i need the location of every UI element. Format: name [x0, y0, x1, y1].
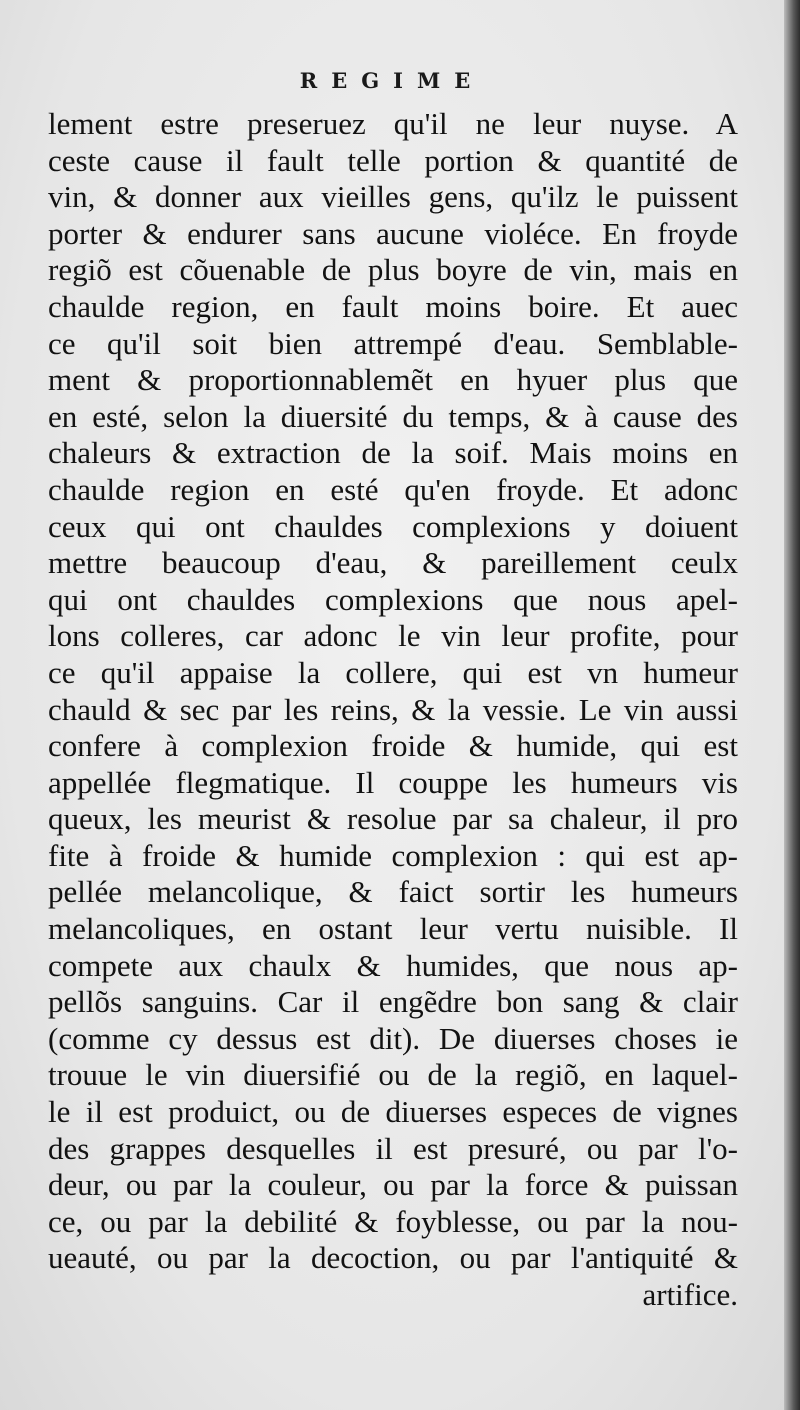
text-line: trouue le vin diuersifié ou de la regiõ, en laquel-	[48, 1057, 738, 1093]
text-line: ce qu'il appaise la collere, qui est vn humeur	[48, 654, 738, 690]
text-line: pellõs sanguins. Car il engẽdre bon sang & clair	[48, 984, 738, 1020]
text-line: chauld & sec par les reins, & la vessie. Le vin aussi	[48, 691, 738, 727]
text-line: des grappes desquelles il est presuré, ou par l'o-	[48, 1130, 738, 1166]
text-line: ce, ou par la debilité & foyblesse, ou par la nou-	[48, 1203, 738, 1239]
text-line: en esté, selon la diuersité du temps, & à cause des	[48, 398, 738, 434]
text-line: appellée flegmatique. Il couppe les humeurs vis	[48, 764, 738, 800]
text-line: regiõ est cõuenable de plus boyre de vin, mais en	[48, 252, 738, 288]
text-line: compete aux chaulx & humides, que nous ap-	[48, 947, 738, 983]
text-line: chaulde region en esté qu'en froyde. Et adonc	[48, 471, 738, 507]
running-header: REGIME	[299, 68, 485, 93]
text-line: qui ont chauldes complexions que nous apel-	[48, 581, 738, 617]
text-line: deur, ou par la couleur, ou par la force & puissan	[48, 1167, 738, 1203]
text-line: pellée melancolique, & faict sortir les humeurs	[48, 874, 738, 910]
text-line: ueauté, ou par la decoction, ou par l'antiquité &	[48, 1240, 738, 1276]
text-line: lons colleres, car adonc le vin leur profite, pour	[48, 618, 738, 654]
page-edge-shadow	[784, 0, 800, 1410]
text-line: vin, & donner aux vieilles gens, qu'ilz le puissent	[48, 179, 738, 215]
text-line: mettre beaucoup d'eau, & pareillement ceulx	[48, 545, 738, 581]
text-line: porter & endurer sans aucune violéce. En froyde	[48, 215, 738, 251]
text-line: le il est produict, ou de diuerses especes de vignes	[48, 1094, 738, 1130]
text-line: artifice.	[642, 1277, 738, 1312]
text-line: chaleurs & extraction de la soif. Mais moins en	[48, 435, 738, 471]
text-line: lement estre preseruez qu'il ne leur nuyse. A	[48, 106, 738, 141]
text-line: melancoliques, en ostant leur vertu nuisible. Il	[48, 911, 738, 947]
page-text	[48, 106, 738, 1314]
text-line: ce qu'il soit bien attrempé d'eau. Semblable-	[48, 325, 738, 361]
text-line: confere à complexion froide & humide, qui est	[48, 728, 738, 764]
text-line: queux, les meurist & resolue par sa chaleur, il pro	[48, 801, 738, 837]
text-line: (comme cy dessus est dit). De diuerses choses ie	[48, 1020, 738, 1056]
text-line: ceux qui ont chauldes complexions y doiuent	[48, 508, 738, 544]
text-line: ment & proportionnablemẽt en hyuer plus que	[48, 362, 738, 398]
text-line: chaulde region, en fault moins boire. Et auec	[48, 288, 738, 324]
text-line: ceste cause il fault telle portion & quantité de	[48, 142, 738, 178]
text-line: fite à froide & humide complexion : qui est ap-	[48, 837, 738, 873]
